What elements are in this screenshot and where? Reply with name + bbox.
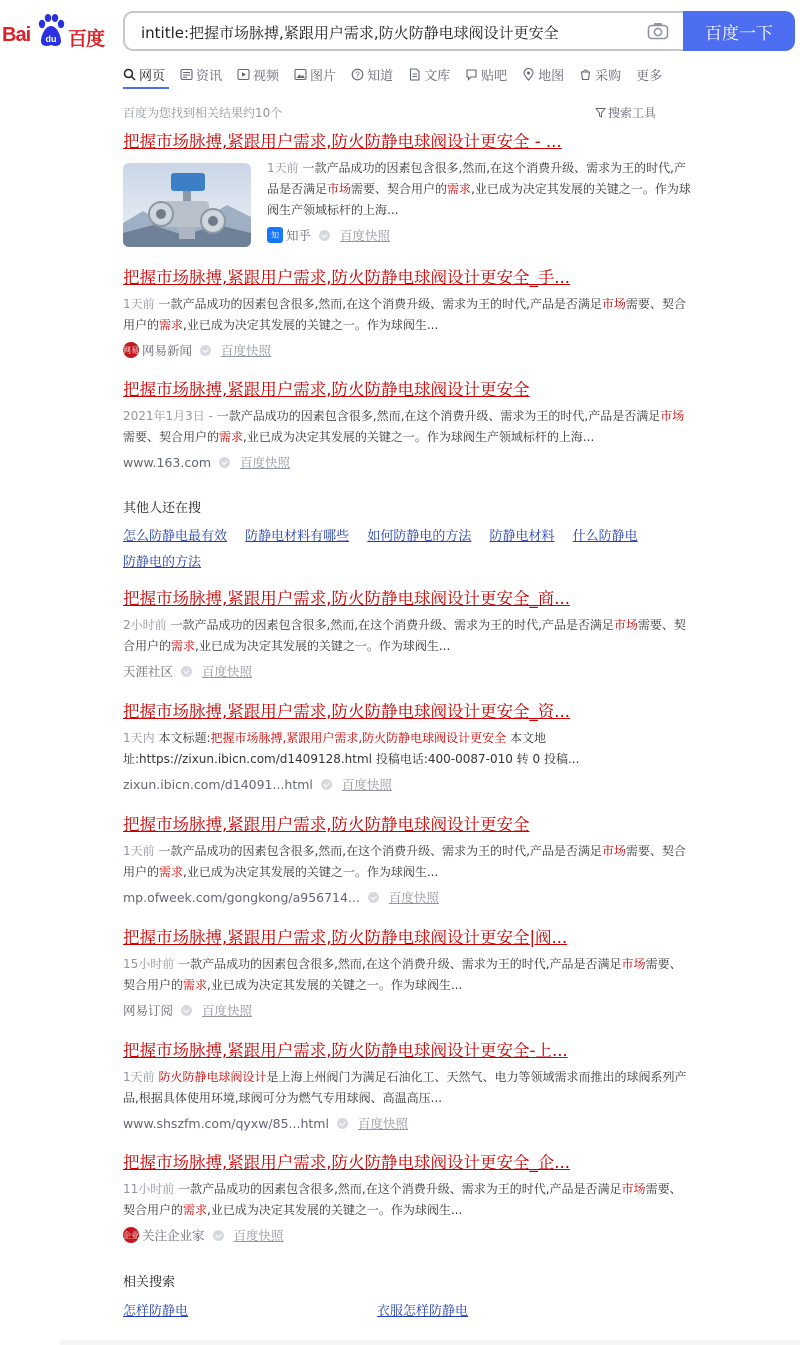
result-item [123, 701, 693, 794]
related-search-link[interactable]: 怎样防静电 [123, 1304, 189, 1319]
result-title-link[interactable]: 把握市场脉搏,紧跟用户需求,防火防静电球阀设计更安全_商... [123, 589, 570, 608]
cache-check-icon [219, 457, 230, 468]
result-source[interactable]: 天涯社区 [123, 664, 174, 679]
result-date: 1天前 [123, 297, 155, 311]
result-source-line [123, 887, 693, 907]
cache-link[interactable]: 百度快照 [202, 1003, 253, 1018]
tab-label: 文库 [424, 68, 451, 84]
keyword-highlight: 需求 [183, 978, 208, 992]
keyword-highlight: 需求 [219, 430, 244, 444]
result-abstract: 11小时前 一款产品成功的因素包含很多,然而,在这个消费升级、需求为王的时代,产品是否满足市场需要、契合用户的需求,业已成为决定其发展的关键之一。作为球阀生... [123, 1182, 682, 1217]
others-search-link[interactable]: 什么防静电 [572, 529, 638, 544]
result-source[interactable]: www.163.com [123, 454, 212, 470]
tab-3[interactable] [237, 62, 279, 86]
tab-label: 采购 [595, 68, 622, 84]
others-search-link[interactable]: 防静电的方法 [123, 555, 202, 570]
result-title-link[interactable]: 把握市场脉搏,紧跟用户需求,防火防静电球阀设计更安全_资... [123, 702, 570, 721]
image-icon [294, 68, 310, 81]
result-source[interactable]: 网易新闻 [142, 343, 193, 358]
map-icon [522, 68, 538, 81]
tab-9[interactable] [579, 62, 621, 86]
keyword-highlight: 市场 [601, 844, 626, 858]
nav-tabs [123, 62, 677, 86]
result-title-link[interactable]: 把握市场脉搏,紧跟用户需求,防火防静电球阀设计更安全 - ... [123, 132, 562, 151]
cache-link[interactable]: 百度快照 [221, 343, 272, 358]
question-icon [351, 68, 367, 81]
cache-link[interactable]: 百度快照 [388, 890, 439, 905]
result-item [123, 927, 693, 1020]
result-source-line [123, 452, 693, 472]
related-searches-links [123, 1300, 683, 1319]
result-source-line [123, 1113, 693, 1133]
search-tools-label: 搜索工具 [608, 106, 657, 120]
result-title-link[interactable]: 把握市场脉搏,紧跟用户需求,防火防静电球阀设计更安全-上... [123, 1041, 568, 1060]
others-search-link[interactable]: 防静电材料有哪些 [245, 529, 350, 544]
keyword-highlight: 需求 [159, 865, 184, 879]
result-source-line [123, 661, 693, 681]
cache-check-icon [181, 666, 192, 677]
result-date: 1天前 [123, 844, 155, 858]
result-title-link[interactable]: 把握市场脉搏,紧跟用户需求,防火防静电球阀设计更安全|阀... [123, 928, 568, 947]
company-icon: 企业 [123, 1227, 139, 1243]
keyword-highlight: 把握市场脉搏,紧跟用户需求,防火防静电球阀设计更安全 [210, 731, 507, 745]
tab-6[interactable] [408, 62, 450, 86]
tab-7[interactable] [465, 62, 507, 86]
tab-label: 知道 [367, 68, 394, 84]
result-source[interactable]: 网易订阅 [123, 1003, 174, 1018]
related-search-link[interactable]: 衣服怎样防静电 [377, 1304, 469, 1319]
result-abstract: 15小时前 一款产品成功的因素包含很多,然而,在这个消费升级、需求为王的时代,产品是否满足市场需要、契合用户的需求,业已成为决定其发展的关键之一。作为球阀生... [123, 957, 682, 992]
keyword-highlight: 防火防静电球阀设计 [158, 1070, 267, 1084]
paw-logo-icon [36, 14, 66, 48]
result-source[interactable]: www.shszfm.com/qyxw/85...html [123, 1115, 329, 1131]
result-thumbnail[interactable] [123, 163, 251, 247]
result-date: 1天内 [123, 731, 155, 745]
cache-check-icon [181, 1005, 192, 1016]
search-button[interactable]: 百度一下 [683, 11, 795, 51]
result-item [123, 1040, 693, 1133]
tab-label: 视频 [253, 68, 280, 84]
active-tab-underline [123, 87, 169, 89]
result-item [123, 379, 693, 472]
keyword-highlight: 市场 [327, 182, 352, 196]
cache-check-icon [321, 779, 332, 790]
funnel-icon [595, 107, 606, 118]
result-source-line [123, 1000, 693, 1020]
camera-icon[interactable] [647, 22, 669, 40]
keyword-highlight: 需求 [183, 1203, 208, 1217]
logo-du-text: du [45, 34, 57, 44]
result-source-line [267, 225, 693, 245]
tieba-icon [465, 68, 481, 81]
result-item [123, 267, 693, 360]
tab-4[interactable] [294, 62, 336, 86]
baidu-logo[interactable] [2, 14, 106, 50]
cache-check-icon [200, 345, 211, 356]
result-title-link[interactable]: 把握市场脉搏,紧跟用户需求,防火防静电球阀设计更安全_企... [123, 1153, 570, 1172]
result-abstract: 1天前 一款产品成功的因素包含很多,然而,在这个消费升级、需求为王的时代,产品是否满足市场需要、契合用户的需求,业已成为决定其发展的关键之一。作为球阀生... [123, 297, 686, 332]
result-date: 11小时前 [123, 1182, 175, 1196]
keyword-highlight: 需求 [159, 318, 184, 332]
cache-link[interactable]: 百度快照 [240, 455, 291, 470]
result-abstract: 2小时前 一款产品成功的因素包含很多,然而,在这个消费升级、需求为王的时代,产品是否满足市场需要、契合用户的需求,业已成为决定其发展的关键之一。作为球阀生... [123, 618, 686, 653]
result-abstract: 1天前 防火防静电球阀设计是上海上州阀门为满足石油化工、天然气、电力等领域需求而推出的球阀系列产品,根据具体使用环境,球阀可分为燃气专用球阀、高温高压... [123, 1070, 687, 1105]
result-item [123, 814, 693, 907]
tab-8[interactable] [522, 62, 564, 86]
document-icon [408, 68, 424, 81]
result-title-link[interactable]: 把握市场脉搏,紧跟用户需求,防火防静电球阀设计更安全 [123, 380, 530, 399]
news-icon [180, 68, 196, 81]
keyword-highlight: 需求 [171, 639, 196, 653]
result-date: 15小时前 [123, 957, 175, 971]
keyword-highlight: 市场 [621, 957, 646, 971]
keyword-highlight: 市场 [660, 409, 685, 423]
logo-baidu-text: 百度 [68, 28, 105, 50]
tab-label: 网页 [139, 68, 166, 84]
tab-2[interactable] [180, 62, 222, 86]
tab-label: 贴吧 [481, 68, 508, 84]
result-source[interactable]: zixun.ibicn.com/d14091...html [123, 776, 313, 792]
cache-link[interactable]: 百度快照 [202, 664, 253, 679]
video-icon [237, 68, 253, 81]
svg-text:?: ? [355, 69, 360, 79]
cache-link[interactable]: 百度快照 [357, 1116, 408, 1131]
search-icon [123, 68, 139, 81]
result-source-line [123, 774, 693, 794]
tab-label: 资讯 [196, 68, 223, 84]
tab-1[interactable] [123, 62, 165, 86]
search-box [123, 11, 683, 51]
others-search-link[interactable]: 防静电材料 [489, 529, 555, 544]
result-title-link[interactable]: 把握市场脉搏,紧跟用户需求,防火防静电球阀设计更安全_手... [123, 268, 570, 287]
result-date: 1天前 [123, 1070, 155, 1084]
cache-check-icon [368, 892, 379, 903]
result-abstract: 1天前 一款产品成功的因素包含很多,然而,在这个消费升级、需求为王的时代,产品是否满足市场需要、契合用户的需求,业已成为决定其发展的关键之一。作为球阀生... [123, 844, 686, 879]
search-tools-button[interactable] [595, 104, 656, 121]
cache-check-icon [337, 1118, 348, 1129]
result-item [123, 131, 693, 245]
result-source-line [123, 1225, 693, 1245]
others-searched-heading: 其他人还在搜 [123, 501, 202, 516]
result-item [123, 1152, 693, 1245]
zhihu-icon: 知 [267, 227, 283, 243]
tab-label: 图片 [310, 68, 337, 84]
result-item [123, 588, 693, 681]
others-search-link[interactable]: 怎么防静电最有效 [123, 529, 228, 544]
result-abstract: 1天前 一款产品成功的因素包含很多,然而,在这个消费升级、需求为王的时代,产品是否满足市场需要、契合用户的需求,业已成为决定其发展的关键之一。作为球阀生产领域标杆的上海... [267, 161, 691, 217]
result-date: 2021年1月3日 - [123, 409, 217, 423]
result-date: 2小时前 [123, 618, 167, 632]
result-title-link[interactable]: 把握市场脉搏,紧跟用户需求,防火防静电球阀设计更安全 [123, 815, 530, 834]
related-searches [123, 1271, 683, 1319]
logo-bai-text: Bai [2, 24, 31, 46]
tab-5[interactable] [351, 62, 393, 86]
keyword-highlight: 市场 [601, 297, 626, 311]
result-count: 百度为您找到相关结果约10个 [123, 106, 283, 120]
cache-check-icon [213, 1230, 224, 1241]
netease-news-icon: 网易 [123, 342, 139, 358]
cache-link[interactable]: 百度快照 [340, 228, 391, 243]
tab-10[interactable] [636, 62, 662, 86]
shopping-icon [579, 68, 595, 81]
tab-label: 地图 [538, 68, 565, 84]
tab-label: 更多 [636, 68, 663, 84]
result-source[interactable]: 知乎 [286, 228, 312, 243]
keyword-highlight: 市场 [621, 1182, 646, 1196]
result-source-line [123, 340, 693, 360]
keyword-highlight: 市场 [613, 618, 638, 632]
cache-link[interactable]: 百度快照 [233, 1228, 284, 1243]
others-search-link[interactable]: 如何防静电的方法 [367, 529, 472, 544]
result-source[interactable]: 关注企业家 [142, 1228, 205, 1243]
footer-divider [60, 1340, 800, 1345]
result-date: 1天前 [267, 161, 299, 175]
cache-check-icon [319, 230, 330, 241]
result-abstract: 2021年1月3日 - 一款产品成功的因素包含很多,然而,在这个消费升级、需求为王的时代,产品是否满足市场需要、契合用户的需求,业已成为决定其发展的关键之一。作为球阀生产领域标杆的上海... [123, 409, 685, 444]
others-searched [123, 497, 683, 576]
cache-link[interactable]: 百度快照 [341, 777, 392, 792]
result-abstract: 1天内 本文标题:把握市场脉搏,紧跟用户需求,防火防静电球阀设计更安全 本文地址:https://zixun.ibicn.com/d1409128.html 投稿电话:400-0087-010 转 0 投稿... [123, 731, 580, 766]
related-searches-heading: 相关搜索 [123, 1275, 176, 1290]
search-input[interactable] [139, 13, 633, 51]
keyword-highlight: 需求 [447, 182, 472, 196]
result-source[interactable]: mp.ofweek.com/gongkong/a956714... [123, 889, 360, 905]
others-searched-links [123, 524, 683, 576]
